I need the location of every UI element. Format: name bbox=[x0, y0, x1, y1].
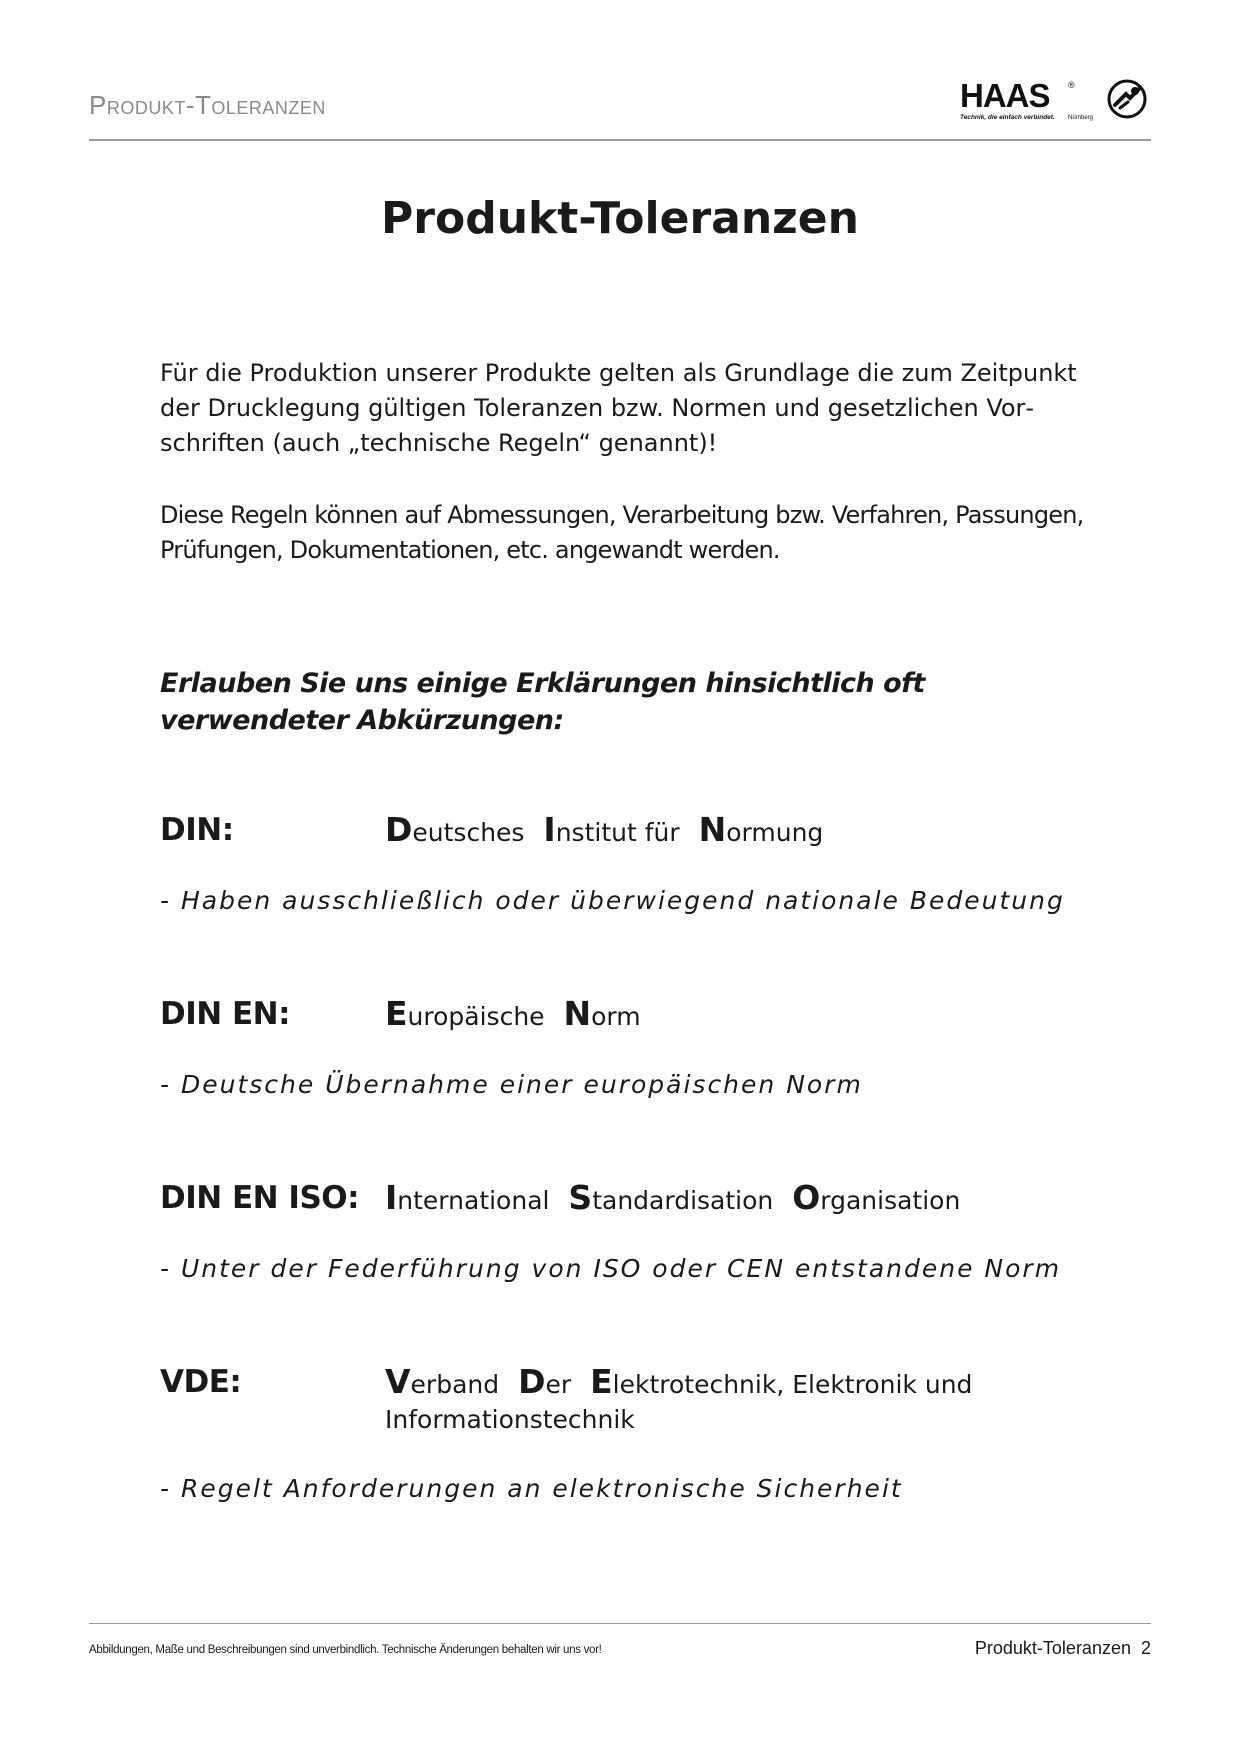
page-number: 2 bbox=[1140, 1638, 1151, 1658]
meaning-word: Der bbox=[518, 1362, 572, 1401]
footer-section-title: Produkt-Toleranzen bbox=[974, 1638, 1131, 1658]
running-header-title: Produkt-Toleranzen bbox=[89, 90, 326, 120]
note-din: - Haben ausschließlich oder überwiegend nationale Bedeutung bbox=[160, 886, 1065, 915]
logo-emblem-icon bbox=[1106, 78, 1148, 120]
header-divider bbox=[89, 139, 1151, 141]
paragraph-rules-scope: Diese Regeln können auf Abmessungen, Verarbeitung bzw. Verfahren, Passungen, Prüfungen, Dokumentationen, etc. angewandt werden. bbox=[160, 501, 1084, 564]
footer-divider bbox=[89, 1623, 1151, 1624]
footer-page-info bbox=[950, 1638, 1151, 1659]
abbreviation-din-en: DIN EN: bbox=[160, 996, 291, 1032]
page-title: Produkt-Toleranzen bbox=[381, 193, 859, 244]
meaning-word: Standardisation bbox=[568, 1178, 774, 1217]
meaning-word: International bbox=[385, 1178, 550, 1217]
logo-wordmark: HAAS bbox=[960, 77, 1050, 114]
meaning-word: Verband bbox=[385, 1362, 500, 1401]
logo-tagline: Technik, die einfach verbindet. bbox=[960, 114, 1055, 121]
meaning-word: Deutsches bbox=[385, 810, 525, 849]
note-din-en-iso: - Unter der Federführung von ISO oder CEN entstandene Norm bbox=[160, 1254, 1062, 1283]
meaning-word: Institut für bbox=[543, 810, 680, 849]
footer-disclaimer: Abbildungen, Maße und Beschreibungen sind unverbindlich. Technische Änderungen behalten wir uns vor! bbox=[89, 1644, 602, 1656]
abbreviations-intro: Erlauben Sie uns einige Erklärungen hinsichtlich oft verwendeter Abkürzungen: bbox=[160, 668, 925, 736]
meaning-vde bbox=[385, 1364, 1085, 1437]
meaning-word: Norm bbox=[563, 994, 641, 1033]
note-din-en: - Deutsche Übernahme einer europäischen Norm bbox=[160, 1070, 863, 1099]
paragraph-intro-production: Für die Produktion unserer Produkte gelten als Grundlage die zum Zeitpunkt der Drucklegung gültigen Toleranzen bzw. Normen und gesetzlichen Vorschriften (auch „technische Regeln“ genannt)! bbox=[160, 359, 1077, 457]
logo-registered-mark: ® bbox=[1068, 80, 1075, 90]
note-vde: - Regelt Anforderungen an elektronische Sicherheit bbox=[160, 1474, 903, 1503]
abbreviation-vde: VDE: bbox=[160, 1364, 242, 1400]
abbreviation-din: DIN: bbox=[160, 812, 234, 848]
meaning-word: Elektrotechnik, Elektronik und Informationstechnik bbox=[385, 1362, 973, 1434]
meaning-din-en bbox=[385, 996, 1085, 1034]
meaning-word: Organisation bbox=[792, 1178, 961, 1217]
meaning-din bbox=[385, 812, 1085, 850]
meaning-word: Europäische bbox=[385, 994, 545, 1033]
meaning-din-en-iso bbox=[385, 1180, 1085, 1218]
haas-logo bbox=[956, 78, 1152, 128]
logo-city: Nürnberg bbox=[1068, 115, 1094, 121]
meaning-word: Normung bbox=[698, 810, 824, 849]
abbreviation-din-en-iso: DIN EN ISO: bbox=[160, 1180, 360, 1216]
